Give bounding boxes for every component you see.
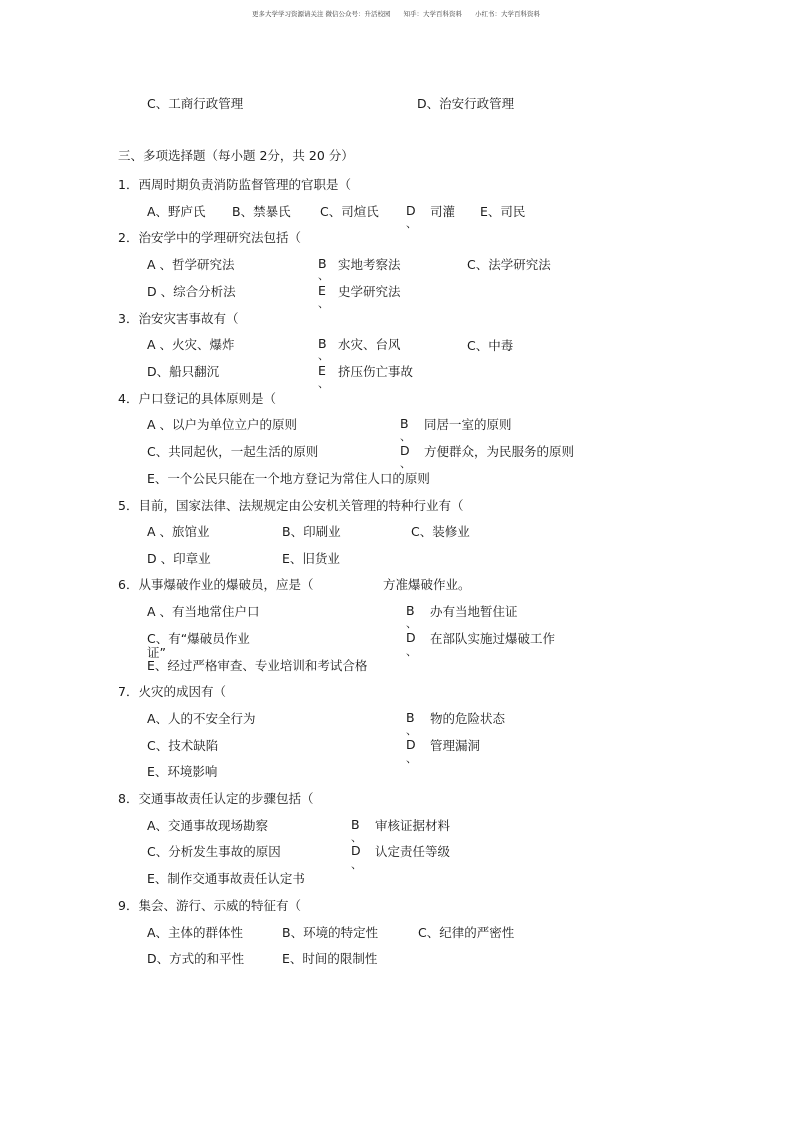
q8-option-d-mark: 、 bbox=[351, 858, 362, 871]
q8-option-d-letter: D bbox=[351, 843, 361, 858]
q7-option-a: A、人的不安全行为 bbox=[147, 711, 256, 726]
q6-option-e: E、经过严格审查、专业培训和考试合格 bbox=[147, 658, 368, 673]
q3-option-e-text: 挤压伤亡事故 bbox=[338, 364, 414, 379]
q3-option-b-text: 水灾、台风 bbox=[338, 337, 401, 352]
q5-option-a: A 、旅馆业 bbox=[147, 524, 210, 539]
q1-option-d-letter: D bbox=[406, 203, 416, 218]
q5-option-b: B、印刷业 bbox=[282, 524, 341, 539]
q2-option-b-text: 实地考察法 bbox=[338, 257, 401, 272]
q8-option-d-text: 认定责任等级 bbox=[375, 844, 451, 859]
option-d: D、治安行政管理 bbox=[417, 96, 515, 111]
q8-option-b-letter: B bbox=[351, 817, 360, 832]
question-7-stem: 7．火灾的成因有（ bbox=[118, 684, 226, 699]
q8-option-a: A、交通事故现场勘察 bbox=[147, 818, 269, 833]
q8-option-e: E、制作交通事故责任认定书 bbox=[147, 871, 305, 886]
q9-option-b: B、环境的特定性 bbox=[282, 925, 379, 940]
q3-option-e-mark: 、 bbox=[318, 377, 329, 390]
q7-option-b-mark: 、 bbox=[406, 724, 417, 737]
q9-option-a: A、主体的群体性 bbox=[147, 925, 244, 940]
q8-option-b-mark: 、 bbox=[351, 831, 362, 844]
section-title: 三、多项选择题（每小题 2分，共 20 分） bbox=[118, 148, 354, 163]
q4-option-a: A 、以户为单位立户的原则 bbox=[147, 417, 298, 432]
q7-option-c: C、技术缺陷 bbox=[147, 738, 219, 753]
q7-option-d-mark: 、 bbox=[406, 752, 417, 765]
q6-option-a: A 、有当地常住户口 bbox=[147, 604, 260, 619]
q8-option-b-text: 审核证据材料 bbox=[375, 818, 451, 833]
q6-option-b-mark: 、 bbox=[406, 617, 417, 630]
q2-option-e-letter: E bbox=[318, 283, 326, 298]
q1-option-d-mark: 、 bbox=[406, 217, 417, 230]
q9-option-d: D、方式的和平性 bbox=[147, 951, 245, 966]
question-3-stem: 3．治安灾害事故有（ bbox=[118, 311, 239, 326]
q3-option-b-letter: B bbox=[318, 336, 327, 351]
question-1-stem: 1．西周时期负责消防监督管理的官职是（ bbox=[118, 177, 351, 192]
page-header: 更多大学学习资源请关注 微信公众号：升活校园 知乎：大学百科资料 小红书：大学百科资料 bbox=[251, 10, 541, 18]
q6-option-d-mark: 、 bbox=[406, 645, 417, 658]
question-5-stem: 5．目前，国家法律、法规规定由公安机关管理的特种行业有（ bbox=[118, 498, 464, 513]
q4-option-b-letter: B bbox=[400, 416, 409, 431]
q4-option-b-text: 同居一室的原则 bbox=[424, 417, 512, 432]
q4-option-b-mark: 、 bbox=[400, 430, 411, 443]
q2-option-a: A 、哲学研究法 bbox=[147, 257, 235, 272]
q9-option-e: E、时间的限制性 bbox=[282, 951, 378, 966]
q2-option-c: C、法学研究法 bbox=[467, 257, 551, 272]
q3-option-d: D、船只翻沉 bbox=[147, 364, 220, 379]
question-2-stem: 2．治安学中的学理研究法包括（ bbox=[118, 230, 301, 245]
q3-option-e-letter: E bbox=[318, 363, 326, 378]
question-4-stem: 4．户口登记的具体原则是（ bbox=[118, 391, 276, 406]
q3-option-c: C、中毒 bbox=[467, 338, 514, 353]
q4-option-d-text: 方便群众，为民服务的原则 bbox=[424, 444, 575, 459]
q8-option-c: C、分析发生事故的原因 bbox=[147, 844, 281, 859]
option-c: C、工商行政管理 bbox=[147, 96, 244, 111]
question-6-stem-tail: 方准爆破作业。 bbox=[383, 577, 471, 592]
q1-option-e: E、司民 bbox=[480, 204, 526, 219]
q9-option-c: C、纪律的严密性 bbox=[418, 925, 515, 940]
q4-option-c: C、共同起伙，一起生活的原则 bbox=[147, 444, 319, 459]
q3-option-a: A 、火灾、爆炸 bbox=[147, 337, 235, 352]
q7-option-b-letter: B bbox=[406, 710, 415, 725]
q6-option-d-text: 在部队实施过爆破工作 bbox=[430, 631, 556, 646]
question-9-stem: 9．集会、游行、示威的特征有（ bbox=[118, 898, 301, 913]
q1-option-d-text: 司灌 bbox=[430, 204, 456, 219]
q2-option-d: D 、综合分析法 bbox=[147, 284, 236, 299]
q6-option-c-line1: C、有“爆破员作业 bbox=[147, 631, 250, 646]
q4-option-e: E、一个公民只能在一个地方登记为常住人口的原则 bbox=[147, 471, 430, 486]
q5-option-e: E、旧货业 bbox=[282, 551, 340, 566]
q6-option-b-letter: B bbox=[406, 603, 415, 618]
question-8-stem: 8．交通事故责任认定的步骤包括（ bbox=[118, 791, 314, 806]
q4-option-d-mark: 、 bbox=[400, 457, 411, 470]
q5-option-d: D 、印章业 bbox=[147, 551, 211, 566]
q6-option-d-letter: D bbox=[406, 630, 416, 645]
q5-option-c: C、装修业 bbox=[411, 524, 470, 539]
q2-option-e-text: 史学研究法 bbox=[338, 284, 401, 299]
q7-option-b-text: 物的危险状态 bbox=[430, 711, 506, 726]
q3-option-b-mark: 、 bbox=[318, 349, 329, 362]
q7-option-d-letter: D bbox=[406, 737, 416, 752]
q7-option-e: E、环境影响 bbox=[147, 764, 218, 779]
q1-option-c: C、司煊氏 bbox=[320, 204, 379, 219]
q1-option-b: B、禁暴氏 bbox=[232, 204, 291, 219]
q4-option-d-letter: D bbox=[400, 443, 410, 458]
question-6-stem: 6．从事爆破作业的爆破员，应是（ bbox=[118, 577, 314, 592]
q2-option-e-mark: 、 bbox=[318, 297, 329, 310]
q6-option-b-text: 办有当地暂住证 bbox=[430, 604, 518, 619]
q2-option-b-letter: B bbox=[318, 256, 327, 271]
q6-option-c-line2: 证” bbox=[147, 645, 166, 660]
q7-option-d-text: 管理漏洞 bbox=[430, 738, 481, 753]
q2-option-b-mark: 、 bbox=[318, 269, 329, 282]
q1-option-a: A、野庐氏 bbox=[147, 204, 206, 219]
